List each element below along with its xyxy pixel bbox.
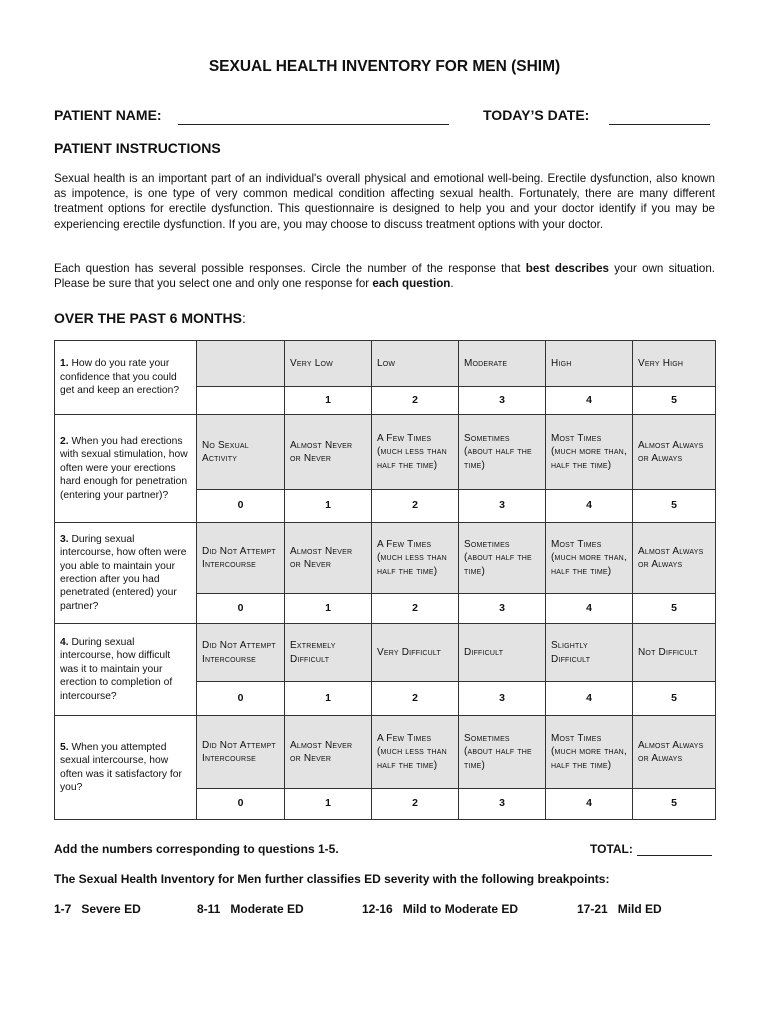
score-value[interactable]: 5 <box>633 789 716 820</box>
date-field[interactable] <box>609 124 710 125</box>
response-option: Very Low <box>285 341 372 387</box>
score-value[interactable]: 1 <box>285 594 372 624</box>
response-option: Did Not Attempt Intercourse <box>197 716 285 789</box>
breakpoint-1: 1-7 Severe ED <box>54 902 141 916</box>
score-value[interactable]: 0 <box>197 594 285 624</box>
score-value[interactable]: 4 <box>546 387 633 415</box>
breakpoint-2: 8-11 Moderate ED <box>197 902 304 916</box>
breakpoint-3: 12-16 Mild to Moderate ED <box>362 902 519 916</box>
score-value[interactable]: 1 <box>285 789 372 820</box>
response-option: Very High <box>633 341 716 387</box>
score-value[interactable]: 4 <box>546 682 633 716</box>
response-option: Did Not Attempt Intercourse <box>197 624 285 682</box>
patient-name-label: PATIENT NAME: <box>54 107 162 123</box>
page-title: SEXUAL HEALTH INVENTORY FOR MEN (SHIM) <box>208 58 561 75</box>
response-option: Almost Never or Never <box>285 523 372 594</box>
question-row <box>55 523 716 594</box>
score-value[interactable]: 0 <box>197 682 285 716</box>
response-option: Almost Never or Never <box>285 716 372 789</box>
date-label: TODAY’S DATE: <box>483 107 590 123</box>
score-value[interactable]: 3 <box>459 387 546 415</box>
score-value[interactable] <box>197 387 285 415</box>
score-value[interactable]: 3 <box>459 789 546 820</box>
score-value[interactable]: 5 <box>633 490 716 523</box>
response-option: Sometimes (about half the time) <box>459 523 546 594</box>
score-value[interactable]: 2 <box>372 682 459 716</box>
total-field[interactable] <box>637 843 712 856</box>
response-option: Slightly Difficult <box>546 624 633 682</box>
patient-info-row <box>54 107 715 127</box>
question-text: 2. When you had erections with sexual stimulation, how often were your erections hard enough for penetration (entering your partner)? <box>55 415 197 523</box>
total-label: TOTAL: <box>590 842 633 856</box>
score-value[interactable]: 3 <box>459 490 546 523</box>
response-option: Low <box>372 341 459 387</box>
response-option: High <box>546 341 633 387</box>
add-instructions: Add the numbers corresponding to questions 1-5. <box>54 842 339 856</box>
response-option: Almost Always or Always <box>633 716 716 789</box>
response-option: Sometimes (about half the time) <box>459 415 546 490</box>
instructions-heading: PATIENT INSTRUCTIONS <box>54 140 221 156</box>
score-value[interactable]: 3 <box>459 682 546 716</box>
question-row <box>55 624 716 682</box>
question-text: 1. How do you rate your confidence that you could get and keep an erection? <box>55 341 197 415</box>
score-value[interactable]: 4 <box>546 594 633 624</box>
question-text: 3. During sexual intercourse, how often were you able to maintain your erection after you had penetrated (entered) your partner? <box>55 523 197 624</box>
response-option: Did Not Attempt Intercourse <box>197 523 285 594</box>
response-option: Moderate <box>459 341 546 387</box>
question-text: 5. When you attempted sexual intercourse, how often was it satisfactory for you? <box>55 716 197 820</box>
response-option: Difficult <box>459 624 546 682</box>
score-value[interactable]: 0 <box>197 789 285 820</box>
score-value[interactable]: 3 <box>459 594 546 624</box>
score-value[interactable]: 5 <box>633 387 716 415</box>
response-option: A Few Times (much less than half the time) <box>372 415 459 490</box>
score-value[interactable]: 5 <box>633 682 716 716</box>
score-value[interactable]: 5 <box>633 594 716 624</box>
score-value[interactable]: 2 <box>372 789 459 820</box>
response-option <box>197 341 285 387</box>
total-row <box>590 842 712 856</box>
response-option: Most Times (much more than, half the time) <box>546 415 633 490</box>
response-option: A Few Times (much less than half the time) <box>372 716 459 789</box>
response-option: Very Difficult <box>372 624 459 682</box>
score-value[interactable]: 1 <box>285 682 372 716</box>
breakpoint-4: 17-21 Mild ED <box>577 902 662 916</box>
response-option: Almost Always or Always <box>633 523 716 594</box>
period-heading: OVER THE PAST 6 MONTHS: <box>54 310 246 326</box>
response-option: Almost Never or Never <box>285 415 372 490</box>
response-option: Most Times (much more than, half the time) <box>546 716 633 789</box>
score-value[interactable]: 1 <box>285 387 372 415</box>
response-option: Most Times (much more than, half the time) <box>546 523 633 594</box>
score-value[interactable]: 0 <box>197 490 285 523</box>
question-row <box>55 415 716 490</box>
response-option: Almost Always or Always <box>633 415 716 490</box>
question-row <box>55 341 716 387</box>
response-option: A Few Times (much less than half the time) <box>372 523 459 594</box>
score-value[interactable]: 1 <box>285 490 372 523</box>
questionnaire-table <box>54 340 716 820</box>
response-option: Not Difficult <box>633 624 716 682</box>
instructions-paragraph-1: Sexual health is an important part of an individual's overall physical and emotional well-being. Erectile dysfunction, also known as impotence, is one type of very common medical condition affecting sexual health. Fortunately, there are many different treatment options for erectile dysfunction. This questionnaire is designed to help you and your doctor identify if you may be experiencing erectile dysfunction. If you are, you may choose to discuss treatment options with your doctor. <box>54 172 715 231</box>
score-value[interactable]: 4 <box>546 490 633 523</box>
question-text: 4. During sexual intercourse, how difficult was it to maintain your erection to completion of intercourse? <box>55 624 197 716</box>
question-row <box>55 716 716 789</box>
instructions-paragraph-2: Each question has several possible responses. Circle the number of the response that best describes your own situation. Please be sure that you select one and only one response for each question. <box>54 262 715 291</box>
response-option: No Sexual Activity <box>197 415 285 490</box>
score-value[interactable]: 2 <box>372 594 459 624</box>
score-value[interactable]: 2 <box>372 490 459 523</box>
response-option: Extremely Difficult <box>285 624 372 682</box>
score-value[interactable]: 4 <box>546 789 633 820</box>
response-option: Sometimes (about half the time) <box>459 716 546 789</box>
score-value[interactable]: 2 <box>372 387 459 415</box>
classify-text: The Sexual Health Inventory for Men further classifies ED severity with the following breakpoints: <box>54 872 610 886</box>
patient-name-field[interactable] <box>178 124 449 125</box>
